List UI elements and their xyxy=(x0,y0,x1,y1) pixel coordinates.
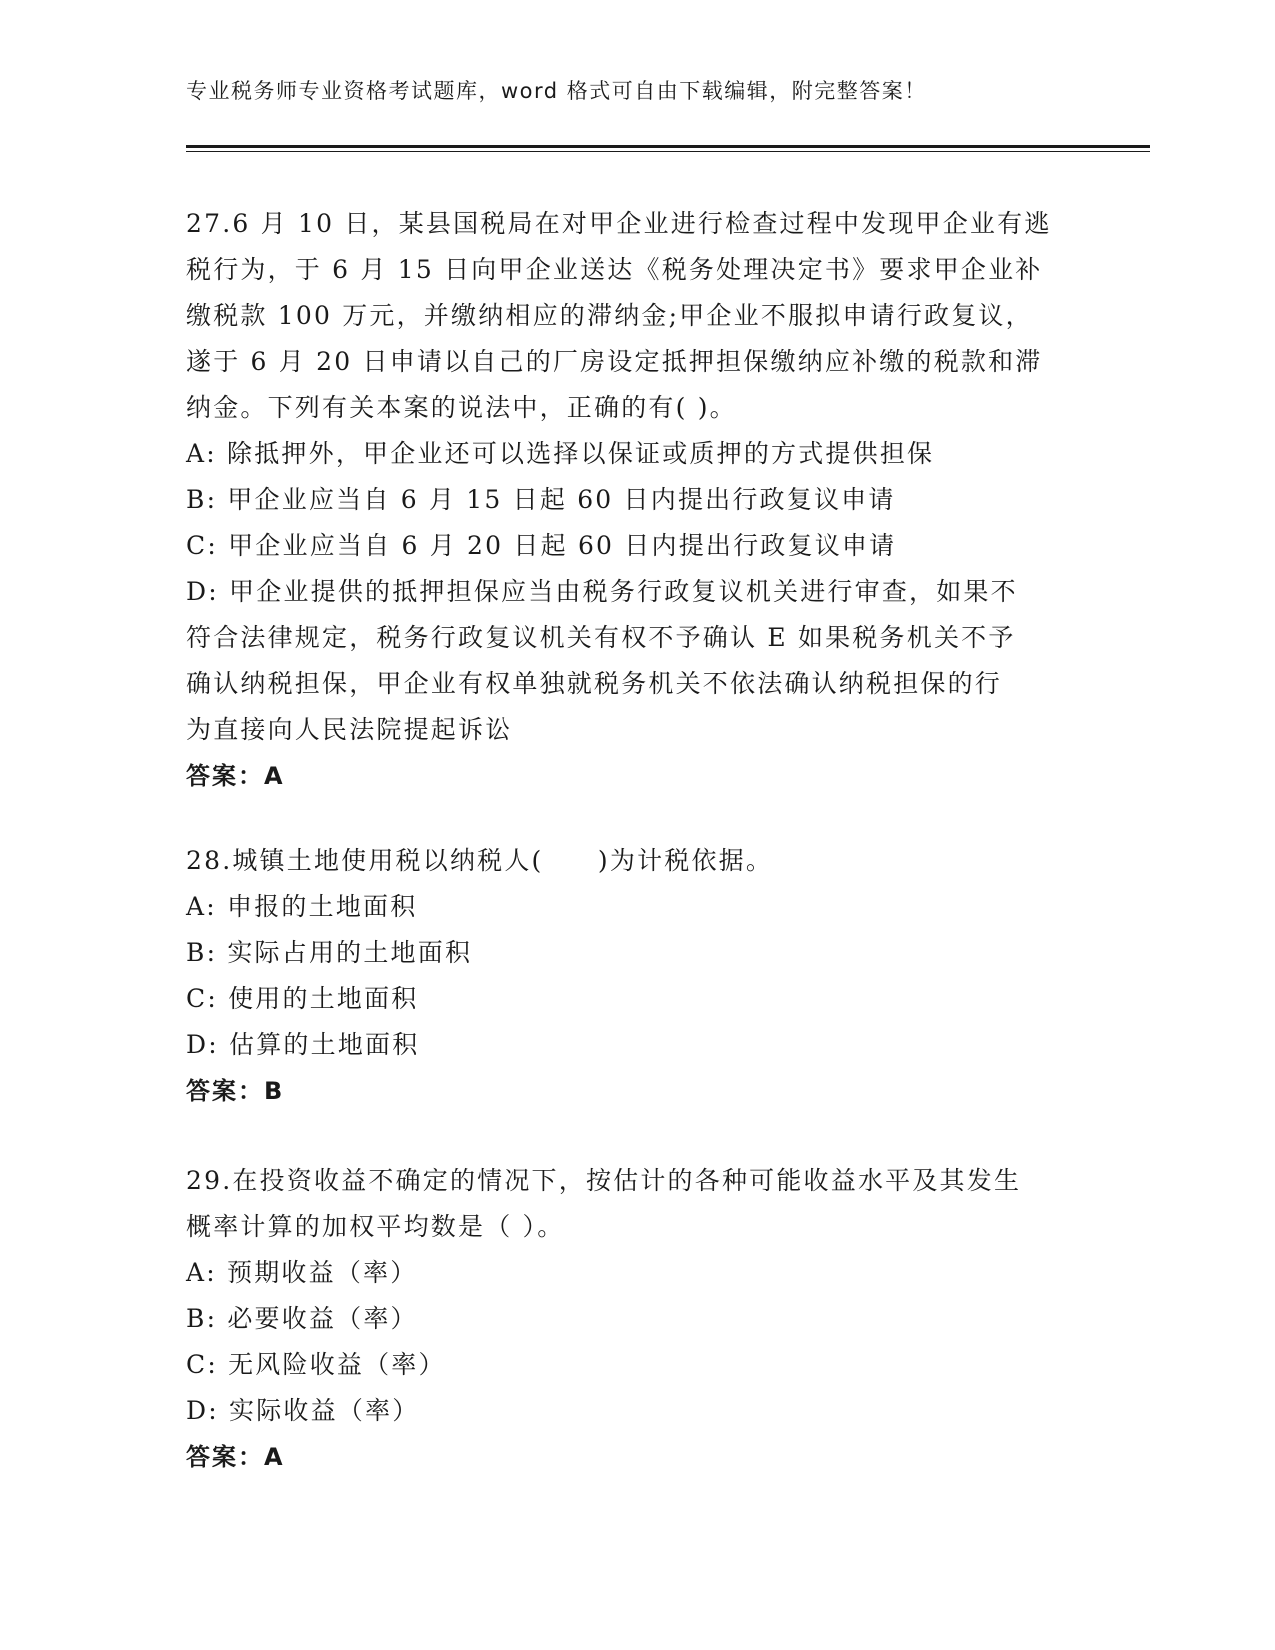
question-stem-line: 缴税款 100 万元，并缴纳相应的滞纳金;甲企业不服拟申请行政复议， xyxy=(186,301,1033,330)
header-divider-thin xyxy=(186,151,1150,152)
option-d-continued: 为直接向人民法院提起诉讼 xyxy=(186,715,513,744)
question-stem-line: 28.城镇土地使用税以纳税人( )为计税依据。 xyxy=(186,846,774,875)
question-28 xyxy=(186,838,1086,1114)
header-divider xyxy=(186,145,1150,148)
question-stem-line: 遂于 6 月 20 日申请以自己的厂房设定抵押担保缴纳应补缴的税款和滞 xyxy=(186,347,1043,376)
option-b: B: 必要收益（率） xyxy=(186,1304,418,1333)
option-c: C: 使用的土地面积 xyxy=(186,984,419,1013)
answer-label: 答案：B xyxy=(186,1077,285,1105)
option-d-continued: 确认纳税担保，甲企业有权单独就税务机关不依法确认纳税担保的行 xyxy=(186,669,1003,698)
option-a: A: 除抵押外，甲企业还可以选择以保证或质押的方式提供担保 xyxy=(186,439,935,468)
answer-label: 答案：A xyxy=(186,1443,285,1471)
question-stem-line: 29.在投资收益不确定的情况下，按估计的各种可能收益水平及其发生 xyxy=(186,1166,1022,1195)
option-a: A: 预期收益（率） xyxy=(186,1258,418,1287)
option-d-continued: 符合法律规定，税务行政复议机关有权不予确认 E 如果税务机关不予 xyxy=(186,623,1016,652)
option-d: D: 实际收益（率） xyxy=(186,1396,420,1425)
option-c: C: 甲企业应当自 6 月 20 日起 60 日内提出行政复议申请 xyxy=(186,531,897,560)
option-a: A: 申报的土地面积 xyxy=(186,892,418,921)
option-c: C: 无风险收益（率） xyxy=(186,1350,446,1379)
question-stem-line: 纳金。下列有关本案的说法中，正确的有( )。 xyxy=(186,393,737,422)
page-header: 专业税务师专业资格考试题库，word 格式可自由下载编辑，附完整答案！ xyxy=(186,79,927,103)
question-stem-line: 概率计算的加权平均数是（ ）。 xyxy=(186,1212,565,1241)
question-29 xyxy=(186,1158,1086,1480)
option-b: B: 实际占用的土地面积 xyxy=(186,938,473,967)
option-d: D: 甲企业提供的抵押担保应当由税务行政复议机关进行审查，如果不 xyxy=(186,577,1018,606)
question-stem-line: 27.6 月 10 日，某县国税局在对甲企业进行检查过程中发现甲企业有逃 xyxy=(186,209,1052,238)
question-27 xyxy=(186,201,1086,799)
option-d: D: 估算的土地面积 xyxy=(186,1030,420,1059)
question-stem-line: 税行为，于 6 月 15 日向甲企业送达《税务处理决定书》要求甲企业补 xyxy=(186,255,1043,284)
answer-label: 答案：A xyxy=(186,762,285,790)
option-b: B: 甲企业应当自 6 月 15 日起 60 日内提出行政复议申请 xyxy=(186,485,896,514)
